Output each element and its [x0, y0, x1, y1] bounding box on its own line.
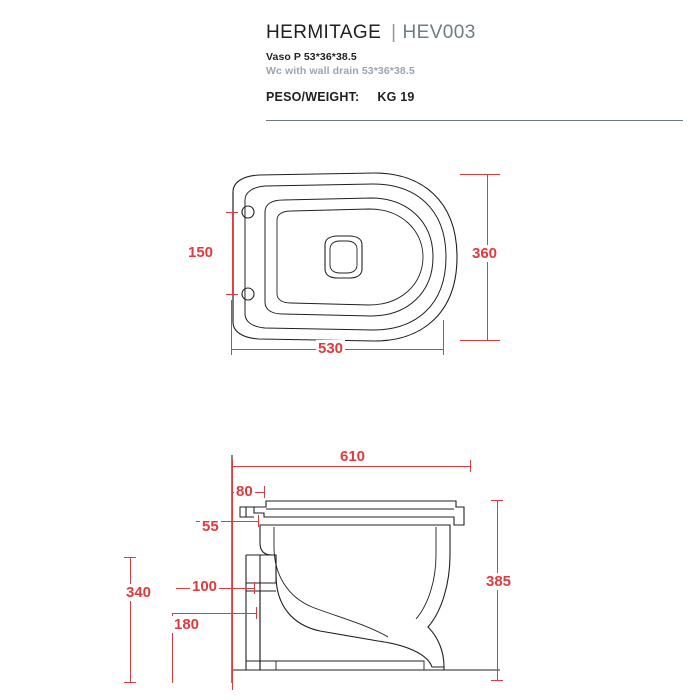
dim-label-340: 340	[126, 584, 152, 601]
dim-tick-180-right	[256, 607, 257, 619]
toilet-side-view	[228, 455, 503, 685]
dim-label-55: 55	[202, 518, 219, 535]
dim-label-360: 360	[472, 245, 498, 262]
dim-ext-530-right	[443, 320, 444, 355]
header-divider	[266, 120, 683, 121]
dim-tick-385-top	[491, 500, 503, 501]
dim-line-340	[130, 557, 131, 682]
dim-label-80: 80	[236, 483, 253, 500]
dim-tick-100-right	[254, 582, 255, 594]
dim-label-180: 180	[174, 616, 200, 633]
product-description-en: Wc with wall drain 53*36*38.5	[266, 65, 415, 77]
dim-ext-530-left	[231, 300, 232, 355]
dim-tick-340-bottom	[124, 682, 136, 683]
dim-label-385: 385	[486, 573, 512, 590]
dim-label-100: 100	[192, 578, 218, 595]
page-title: HERMITAGE	[266, 22, 382, 43]
dim-ext-360-top	[460, 174, 500, 175]
dim-tick-385-bottom	[491, 680, 503, 681]
weight-value: KG 19	[377, 90, 415, 104]
dim-line-150	[232, 212, 233, 294]
dim-tick-150-bottom	[226, 294, 238, 295]
dim-ext-610-right	[470, 460, 471, 472]
dim-label-610: 610	[340, 448, 366, 465]
dim-line-180	[172, 613, 256, 614]
dim-line-385	[497, 500, 498, 680]
toilet-top-view	[225, 170, 475, 345]
product-code: HEV003	[402, 22, 476, 43]
dim-tick-340-top	[124, 557, 136, 558]
dim-ext-610-left	[232, 460, 233, 690]
dim-label-530: 530	[318, 340, 344, 357]
drawing-header	[266, 22, 686, 104]
dim-line-610	[232, 466, 470, 467]
product-description-it: Vaso P 53*36*38.5	[266, 51, 357, 63]
dim-tick-80-right	[264, 486, 265, 498]
dim-ext-360-bottom	[460, 340, 500, 341]
dim-tick-150-top	[226, 212, 238, 213]
weight-label: PESO/WEIGHT:	[266, 90, 360, 104]
weight-row	[266, 90, 686, 104]
product-title-row	[266, 22, 686, 44]
dim-tick-55-right	[258, 515, 259, 527]
dim-label-150: 150	[188, 244, 214, 261]
title-separator: |	[391, 22, 397, 43]
